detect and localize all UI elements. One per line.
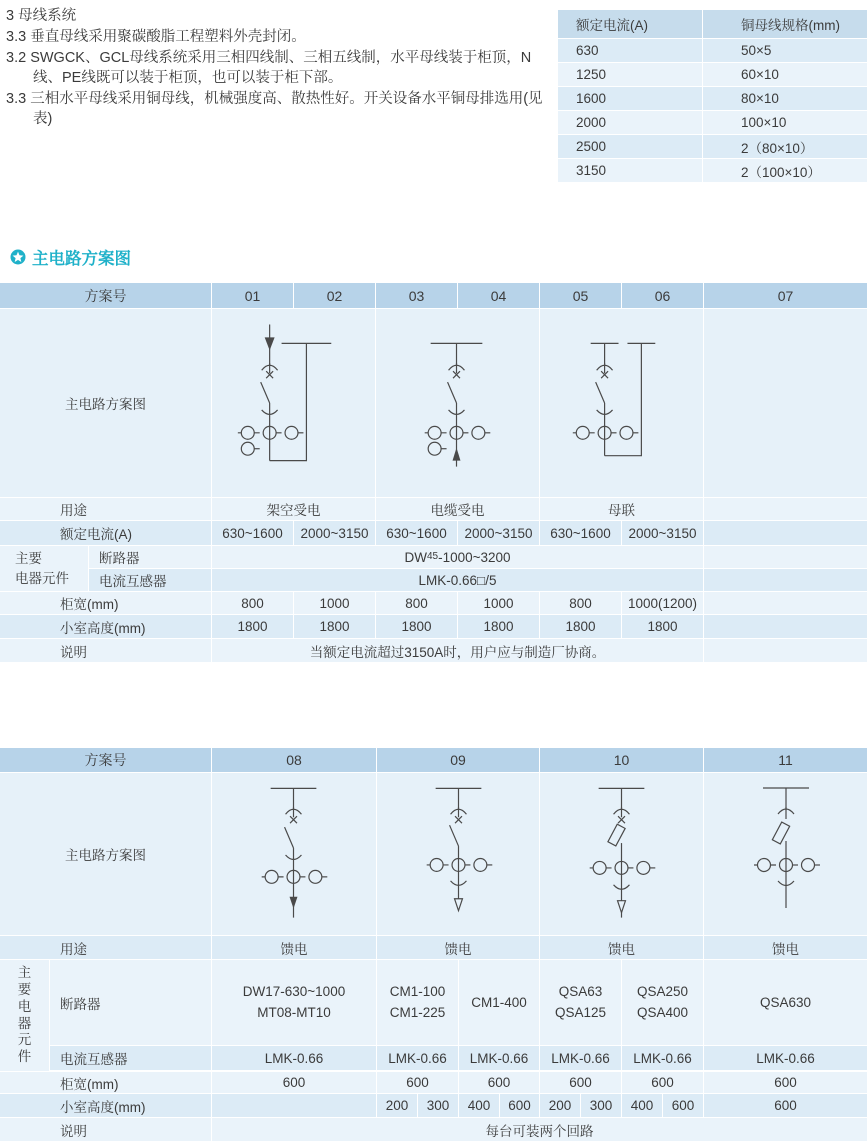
row-label: 方案号 (0, 283, 212, 309)
circuit-diagram-scheme-10 (540, 773, 704, 936)
cell-height: 600 (704, 1094, 867, 1118)
ct-symbols (238, 426, 304, 455)
cell-current: 2000~3150 (458, 521, 540, 546)
fuse-symbol (608, 824, 625, 846)
row-label: 用途 (0, 498, 212, 521)
main-components-block (0, 546, 867, 592)
scheme-number: 11 (704, 748, 867, 773)
cell-height: 1800 (458, 615, 540, 639)
breaker-model-rest: -1000~3200 (438, 549, 511, 565)
scheme-number: 02 (294, 283, 376, 309)
cell-width: 600 (459, 1072, 540, 1094)
group-label-line: 电器元件 (15, 570, 69, 586)
ct-symbols (573, 426, 639, 439)
column-header: 额定电流(A) (558, 10, 703, 38)
table-header-row (558, 10, 867, 39)
cell-width: 800 (212, 592, 294, 615)
cell-breaker: CM1-100 CM1-225 (377, 960, 459, 1046)
scheme-number: 03 (376, 283, 458, 309)
circuit-diagram-scheme-01-02 (212, 309, 376, 498)
cell-current: 1250 (558, 63, 703, 86)
cell-usage: 馈电 (704, 936, 867, 960)
cell-usage: 馈电 (377, 936, 540, 960)
cell-spec: 2（100×10） (741, 164, 821, 180)
table-row (558, 63, 867, 87)
row-label: 额定电流(A) (0, 521, 212, 546)
row-label: 断路器 (89, 546, 212, 569)
intro-item (6, 89, 554, 129)
row-label: 电流互感器 (89, 569, 212, 592)
scheme-table-01-07 (0, 283, 867, 663)
cell-height: 1800 (294, 615, 376, 639)
cell-width: 600 (704, 1072, 867, 1094)
scheme-number: 10 (540, 748, 704, 773)
cell-current: 2000 (558, 111, 703, 134)
cell-height: 400 (459, 1094, 500, 1118)
breaker-symbol (450, 807, 467, 846)
cell-ct: LMK-0.66 (622, 1046, 704, 1071)
cell-height: 1800 (212, 615, 294, 639)
cell-ct: LMK-0.66 (459, 1046, 540, 1071)
group-label-vertical: 主要电器元件 (0, 960, 50, 1072)
cell-usage: 馈电 (212, 936, 377, 960)
usage-row (0, 936, 867, 960)
cable-arrow-icon (453, 448, 461, 461)
cell-spec: 50×5 (741, 43, 772, 58)
cell-current: 2500 (558, 135, 703, 158)
circuit-diagram-scheme-08 (212, 773, 377, 936)
row-label: 柜宽(mm) (0, 592, 212, 615)
row-label: 柜宽(mm) (0, 1072, 212, 1094)
cell-empty (704, 546, 867, 569)
row-label: 主电路方案图 (0, 309, 212, 498)
cell-current: 3150 (558, 159, 703, 182)
cell-note: 当额定电流超过3150A时，用户应与制造厂协商。 (212, 639, 704, 663)
breaker-row (89, 546, 867, 569)
cell-breaker (212, 546, 704, 569)
row-label: 方案号 (0, 748, 212, 773)
cell-spec: 100×10 (741, 115, 787, 130)
cell-ct: LMK-0.66 (212, 1046, 377, 1071)
section-heading (10, 245, 131, 269)
ct-row (89, 569, 867, 592)
empty-diagram-cell (704, 309, 867, 498)
ct-row (50, 1046, 867, 1071)
group-label-line: 主要 (15, 550, 42, 566)
row-label: 断路器 (50, 960, 212, 1046)
cell-width: 600 (212, 1072, 377, 1094)
compartment-height-row (0, 1094, 867, 1118)
breaker-model-sub: 45 (426, 551, 439, 562)
row-label: 小室高度(mm) (0, 1094, 212, 1118)
circuit-diagram-scheme-09 (377, 773, 540, 936)
copper-busbar-spec-table (558, 10, 867, 183)
intro-item (6, 27, 554, 47)
ct-symbols (425, 426, 491, 455)
cell-height: 1800 (376, 615, 458, 639)
ct-symbols (427, 858, 493, 871)
item-number: 3.2 (6, 50, 27, 66)
cell-ct: LMK-0.66 (704, 1046, 867, 1071)
intro-title: 3 母线系统 (6, 8, 77, 24)
cell-usage (704, 498, 867, 521)
cell-height: 200 (377, 1094, 418, 1118)
busbar-symbol (270, 343, 332, 460)
ct-symbols (262, 870, 328, 883)
busbar-system-text-block (6, 6, 554, 130)
cell-breaker: DW17-630~1000 MT08-MT10 (212, 960, 377, 1046)
cell-ct: LMK-0.66 (540, 1046, 622, 1071)
table-row (558, 111, 867, 135)
cell-height (704, 615, 867, 639)
circuit-diagram-scheme-11 (704, 773, 867, 936)
feeder-arrow-icon (290, 897, 298, 909)
cell-current: 2000~3150 (294, 521, 376, 546)
cell-current: 630~1600 (376, 521, 458, 546)
cell-height: 1800 (540, 615, 622, 639)
cell-breaker: CM1-400 (459, 960, 540, 1046)
cell-current: 2000~3150 (622, 521, 704, 546)
cell-height: 600 (663, 1094, 704, 1118)
cabinet-width-row (0, 1072, 867, 1094)
breaker-symbol (778, 807, 794, 819)
scheme-number: 06 (622, 283, 704, 309)
item-text: SWGCK、GCL母线系统采用三相四线制、三相五线制，水平母线装于柜顶，N线、PE线既可以装于柜顶，也可以装于柜下部。 (30, 50, 532, 86)
note-row (0, 1118, 867, 1142)
circuit-diagram-scheme-05-06 (540, 309, 704, 498)
cell-ct: LMK-0.66 (377, 1046, 459, 1071)
cell-usage: 架空受电 (212, 498, 376, 521)
cell-spec: 80×10 (741, 91, 779, 106)
cell-breaker: QSA250 QSA400 (622, 960, 704, 1046)
cell-width: 1000(1200) (622, 592, 704, 615)
item-number: 3.3 (6, 29, 27, 45)
cell-current (704, 521, 867, 546)
section-title: 主电路方案图 (32, 250, 131, 268)
scheme-number: 08 (212, 748, 377, 773)
compartment-height-row (0, 615, 867, 639)
incoming-arrow-icon (265, 337, 275, 350)
breaker-model: DW (404, 549, 427, 565)
ct-symbols (754, 859, 820, 872)
cabinet-width-row (0, 592, 867, 615)
cell-current: 1600 (558, 87, 703, 110)
group-label (0, 546, 89, 592)
diagram-row (0, 773, 867, 936)
table-row (558, 135, 867, 159)
cell-usage: 母联 (540, 498, 704, 521)
scheme-number: 05 (540, 283, 622, 309)
cell-note: 每台可装两个回路 (212, 1118, 867, 1142)
cell-height: 600 (500, 1094, 540, 1118)
cell-breaker: QSA63 QSA125 (540, 960, 622, 1046)
row-label: 小室高度(mm) (0, 615, 212, 639)
cell-current: 630~1600 (540, 521, 622, 546)
table-header-row (0, 283, 867, 309)
cell-empty (704, 639, 867, 663)
cell-usage: 馈电 (540, 936, 704, 960)
row-label: 说明 (0, 1118, 212, 1142)
cell-width: 600 (540, 1072, 622, 1094)
cell-width: 1000 (458, 592, 540, 615)
table-row (558, 39, 867, 63)
table-row (558, 87, 867, 111)
row-label: 主电路方案图 (0, 773, 212, 936)
cell-width (704, 592, 867, 615)
breaker-row (50, 960, 867, 1046)
ct-symbols (590, 861, 656, 874)
column-header: 铜母线规格(mm) (741, 18, 840, 33)
cell-usage: 电缆受电 (376, 498, 540, 521)
item-text: 三相水平母线采用铜母线，机械强度高、散热性好。开关设备水平铜母排选用(见表) (30, 91, 543, 127)
cell-width: 800 (540, 592, 622, 615)
item-number: 3.3 (6, 91, 27, 107)
scheme-number: 07 (704, 283, 867, 309)
cell-spec: 60×10 (741, 67, 779, 82)
rated-current-row (0, 521, 867, 546)
cell-current: 630~1600 (212, 521, 294, 546)
usage-row (0, 498, 867, 521)
cell-width: 1000 (294, 592, 376, 615)
feeder-arrow-icon (618, 901, 626, 913)
row-label: 说明 (0, 639, 212, 663)
cell-ct: LMK-0.66□/5 (212, 569, 704, 592)
main-components-block (0, 960, 867, 1072)
table-header-row (0, 748, 867, 773)
cell-empty (704, 569, 867, 592)
scheme-number: 04 (458, 283, 540, 309)
breaker-symbol (614, 807, 630, 823)
cell-width: 600 (622, 1072, 704, 1094)
fuse-symbol (772, 822, 789, 844)
cell-breaker: QSA630 (704, 960, 867, 1046)
row-label: 用途 (0, 936, 212, 960)
cell-height: 300 (418, 1094, 459, 1118)
item-text: 垂直母线采用聚碳酸脂工程塑料外壳封闭。 (30, 29, 306, 45)
cell-height: 400 (622, 1094, 663, 1118)
cell-height: 1800 (622, 615, 704, 639)
feeder-arrow-icon (455, 899, 463, 911)
star-circle-icon (10, 249, 26, 265)
scheme-number: 01 (212, 283, 294, 309)
row-label: 电流互感器 (50, 1046, 212, 1071)
circuit-diagram-scheme-03-04 (376, 309, 540, 498)
cell-width: 600 (377, 1072, 459, 1094)
cell-height (212, 1094, 377, 1118)
note-row (0, 639, 867, 663)
cell-height: 300 (581, 1094, 622, 1118)
scheme-table-08-11 (0, 748, 867, 1142)
cell-current: 630 (558, 39, 703, 62)
diagram-row (0, 309, 867, 498)
table-row (558, 159, 867, 183)
intro-item (6, 48, 554, 88)
cell-width: 800 (376, 592, 458, 615)
cell-spec: 2（80×10） (741, 140, 814, 156)
scheme-number: 09 (377, 748, 540, 773)
cell-height: 200 (540, 1094, 581, 1118)
